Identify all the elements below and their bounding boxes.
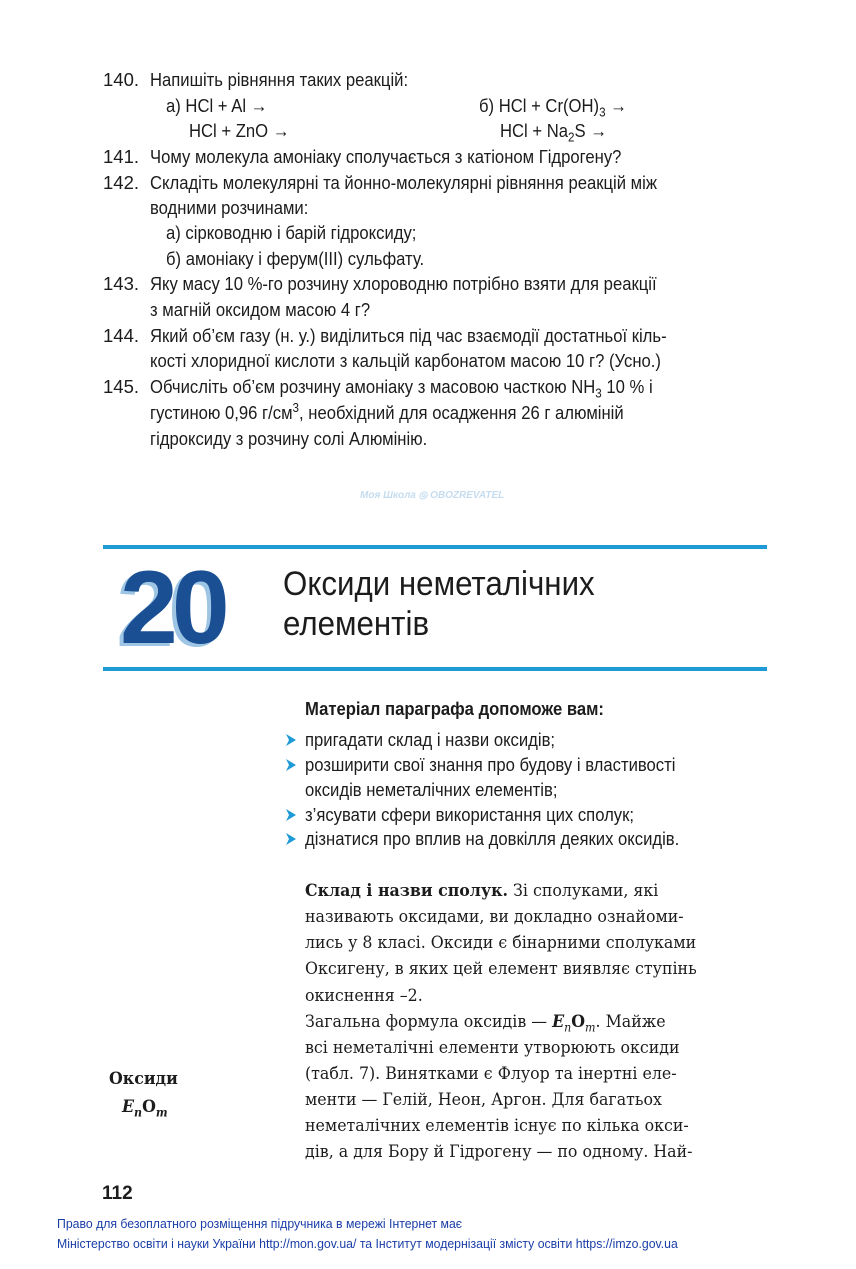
- body-line: (табл. 7). Винятками є Флуор та інертні еле-: [305, 1064, 677, 1084]
- body-line: лись у 8 класі. Оксиди є бінарними сполуками: [305, 933, 697, 953]
- problem-text: кості хлоридної кислоти з кальцій карбонатом масою 10 г? (Усно.): [150, 350, 661, 371]
- body-line: менти — Гелій, Неон, Аргон. Для багатьох: [305, 1090, 662, 1110]
- goal-item: пригадати склад і назви оксидів;: [305, 729, 556, 750]
- footer-line2: Міністерство освіти і науки України http://mon.gov.ua/ та Інститут модернізації змісту освіти https://imzo.gov.ua: [57, 1236, 678, 1251]
- problem-text: густиною 0,96 $г/см^3$, необхідний для осадження 26 г алюміній: [150, 399, 624, 423]
- problem-text: з магній оксидом масою 4 г?: [150, 299, 371, 320]
- problem-number: 140.: [103, 69, 140, 90]
- page-number: 112: [102, 1183, 133, 1204]
- footer-line1: Право для безоплатного розміщення підручника в мережі Інтернет має: [57, 1216, 463, 1231]
- problem-number: 142.: [103, 172, 140, 193]
- chevron-right-icon: [283, 732, 299, 748]
- goal-item: дізнатися про вплив на довкілля деяких оксидів.: [305, 828, 680, 849]
- reaction-a2: HCl + ZnO →: [189, 120, 290, 141]
- section-top-rule: [103, 545, 767, 549]
- section-number: 20: [120, 550, 224, 666]
- problem-text: а) сірководню і барій гідроксиду;: [166, 222, 417, 243]
- body-line: називають оксидами, ви докладно ознайоми-: [305, 907, 684, 927]
- body-line: дів, а для Бору й Гідрогену — по одному. Най-: [305, 1142, 693, 1162]
- body-line: Склад і назви сполук. Зі сполуками, які: [305, 881, 659, 901]
- goal-item: розширити свої знання про будову і властивості: [305, 754, 676, 775]
- problem-number: 141.: [103, 146, 140, 167]
- problem-text: Чому молекула амоніаку сполучається з катіоном Гідрогену?: [150, 146, 622, 167]
- problem-text: Обчисліть об’єм розчину амоніаку з масовою часткою $NH_3$ 10 % і: [150, 376, 653, 401]
- section-bottom-rule: [103, 667, 767, 671]
- problem-text: Яку масу 10 %-го розчину хлороводню потрібно взяти для реакції: [150, 273, 657, 294]
- problem-text: Напишіть рівняння таких реакцій:: [150, 69, 409, 90]
- margin-note-label: Оксиди: [109, 1069, 178, 1089]
- chevron-right-icon: [283, 757, 299, 773]
- reaction-b1: б) HCl + $Cr(OH)_3$ →: [479, 95, 627, 120]
- reaction-a1: а) HCl + Al →: [166, 95, 268, 116]
- body-line: окиснення –2.: [305, 986, 423, 1006]
- problem-text: водними розчинами:: [150, 197, 309, 218]
- body-line: всі неметалічні елементи утворюють оксиди: [305, 1038, 680, 1058]
- problem-text: гідроксиду з розчину солі Алюмінію.: [150, 428, 428, 449]
- body-line: неметалічних елементів існує по кілька окси-: [305, 1116, 689, 1136]
- body-line: Загальна формула оксидів — $E_nO_m$. Майже: [305, 1012, 666, 1035]
- body-subheading: Склад і назви сполук.: [305, 881, 509, 901]
- problem-number: 144.: [103, 325, 140, 346]
- section-title-line1: Оксиди неметалічних: [283, 565, 595, 603]
- body-line: Оксигену, в яких цей елемент виявляє ступінь: [305, 959, 697, 979]
- goal-item-cont: оксидів неметалічних елементів;: [305, 779, 558, 800]
- section-title-line2: елементів: [283, 605, 430, 643]
- problem-text: Складіть молекулярні та йонно-молекулярні рівняння реакцій між: [150, 172, 657, 193]
- chevron-right-icon: [283, 831, 299, 847]
- problem-number: 145.: [103, 376, 140, 397]
- goals-heading: Матеріал параграфа допоможе вам:: [305, 698, 604, 719]
- problem-text: б) амоніаку і ферум(ІІІ) сульфату.: [166, 248, 425, 269]
- reaction-b2: HCl + $Na_2S$ →: [500, 120, 607, 145]
- margin-note-formula: $E_nO_m$: [122, 1097, 168, 1120]
- chevron-right-icon: [283, 807, 299, 823]
- problem-number: 143.: [103, 273, 140, 294]
- watermark: Моя Школа ◎ OBOZREVATEL: [360, 490, 505, 501]
- problem-text: Який об’єм газу (н. у.) виділиться під час взаємодії достатньої кіль-: [150, 325, 667, 346]
- goal-item: з’ясувати сфери використання цих сполук;: [305, 804, 635, 825]
